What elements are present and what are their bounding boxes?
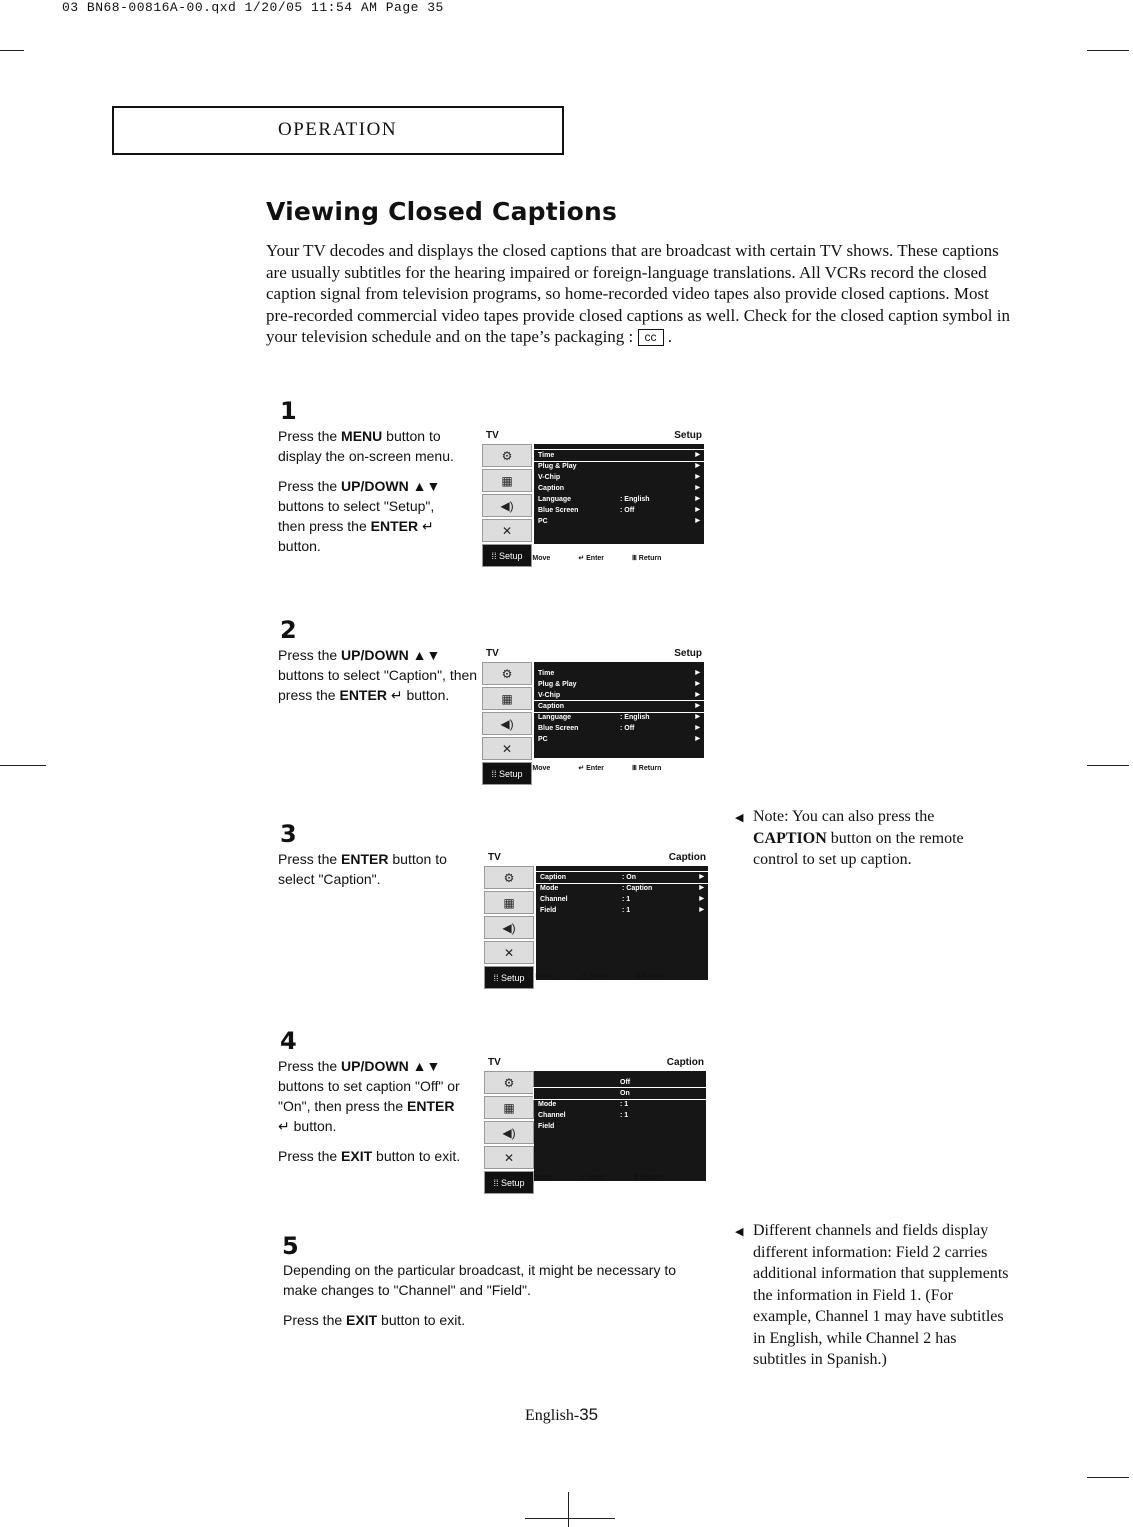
intro-paragraph: Your TV decodes and displays the closed captions that are broadcast with certain TV shows. These captions are usually subtitles for the hearing impaired or foreign-language translations. All VCRs record the closed caption signal from television programs, so home-recorded video tapes also provide closed captions. Most pre-recorded commercial video tapes provide closed captions as well. Check for the closed caption symbol in your television schedule and on the tape’s packaging : cc . xyxy=(266,241,1010,347)
chevron-right-icon: ▶ xyxy=(695,507,700,513)
step-instructions xyxy=(278,1056,463,1176)
osd-item-name: V-Chip xyxy=(538,692,561,699)
osd-menu-header xyxy=(482,648,704,662)
osd-menu-screenshot xyxy=(484,1057,706,1188)
sound-icon: ◀) xyxy=(484,916,534,939)
osd-item-name: Language xyxy=(538,714,572,721)
instruction-line: Press the EXIT button to exit. xyxy=(278,1148,461,1164)
picture-icon: ⚙ xyxy=(482,662,532,685)
osd-menu-item xyxy=(534,1121,706,1132)
osd-menu-item xyxy=(534,734,704,745)
instruction-line: Press the UP/DOWN ▲▼ buttons to select "Caption", then press the ENTER ↵ button. xyxy=(278,647,478,703)
osd-menu-item xyxy=(534,450,704,461)
osd-tv-label: TV xyxy=(488,1057,501,1068)
osd-item-name: Plug & Play xyxy=(538,463,577,470)
osd-menu-item xyxy=(534,461,704,472)
chevron-right-icon: ▶ xyxy=(699,896,704,902)
crop-mark xyxy=(525,1518,615,1519)
print-slug: 03 BN68-00816A-00.qxd 1/20/05 11:54 AM Page 35 xyxy=(62,0,444,15)
page-title: Viewing Closed Captions xyxy=(266,197,618,226)
osd-menu-item xyxy=(534,712,704,723)
chevron-right-icon: ▶ xyxy=(695,692,700,698)
osd-footer-hint: Ⅲ Return xyxy=(632,555,662,562)
osd-footer-hint: ↵ Enter xyxy=(578,555,605,562)
osd-menu-item xyxy=(536,872,708,883)
instruction-line: Press the UP/DOWN ▲▼ buttons to set caption "Off" or "On", then press the ENTER ↵ button. xyxy=(278,1058,460,1134)
osd-menu-item xyxy=(534,668,704,679)
osd-footer-hint: Ⅲ Return xyxy=(632,765,662,772)
step-number: 4 xyxy=(280,1027,297,1055)
osd-item-name: Caption xyxy=(538,703,565,710)
osd-footer-hint: ↵ Enter xyxy=(581,973,608,980)
osd-footer-hint: ↵ Enter xyxy=(580,1174,607,1181)
osd-item-name: Blue Screen xyxy=(538,725,579,732)
osd-menu-header xyxy=(484,852,708,866)
crop-mark xyxy=(1087,1477,1129,1478)
osd-menu-footer xyxy=(482,554,704,562)
note-pointer-icon: ◀ xyxy=(735,1226,744,1238)
osd-menu-item xyxy=(536,905,708,916)
crop-mark xyxy=(1087,765,1129,766)
step-number: 1 xyxy=(280,397,297,425)
tools-icon: ✕ xyxy=(484,1146,534,1169)
osd-menu-title: Caption xyxy=(666,1057,704,1068)
intro-text: Your TV decodes and displays the closed captions that are broadcast with certain TV shows. These captions are usually subtitles for the hearing impaired or foreign-language translations. All VCRs record the closed caption signal from television programs, so home-recorded video tapes also provide closed captions. Most pre-recorded commercial video tapes provide closed captions as well. Check for the closed caption symbol in your television schedule and on the tape’s packaging : xyxy=(266,241,1010,347)
channel-icon: ▦ xyxy=(484,891,534,914)
osd-item-value: : Off xyxy=(620,725,635,732)
sound-icon: ◀) xyxy=(484,1121,534,1144)
osd-footer-hint: ↵ Enter xyxy=(578,765,605,772)
osd-menu-footer xyxy=(484,972,708,980)
chevron-right-icon: ▶ xyxy=(695,485,700,491)
chevron-right-icon: ▶ xyxy=(695,518,700,524)
osd-item-value: Off xyxy=(620,1079,631,1086)
osd-item-name: Language xyxy=(538,496,572,503)
side-note: ◀ Note: You can also press the CAPTION button on the remote control to set up caption. xyxy=(735,808,964,868)
osd-menu-header xyxy=(484,1057,706,1071)
osd-menu-item xyxy=(534,690,704,701)
channel-icon: ▦ xyxy=(484,1096,534,1119)
tools-icon: ✕ xyxy=(482,519,532,542)
osd-menu-item xyxy=(534,1110,706,1121)
osd-item-name: Channel xyxy=(540,896,568,903)
osd-item-name: Field xyxy=(538,1123,555,1130)
osd-item-name: V-Chip xyxy=(538,474,561,481)
crop-mark xyxy=(0,50,24,51)
osd-menu-title: Setup xyxy=(674,430,702,441)
osd-menu-item xyxy=(534,679,704,690)
chevron-right-icon: ▶ xyxy=(699,907,704,913)
osd-tv-label: TV xyxy=(486,430,499,441)
osd-tv-label: TV xyxy=(486,648,499,659)
osd-item-value: : English xyxy=(620,496,650,503)
osd-item-value: : 1 xyxy=(620,1101,629,1108)
page-footer xyxy=(525,1405,598,1425)
chevron-right-icon: ▶ xyxy=(695,681,700,687)
osd-menu-title: Caption xyxy=(668,852,706,863)
osd-menu-panel xyxy=(534,1071,706,1181)
osd-item-name: PC xyxy=(538,518,548,525)
step-instructions xyxy=(278,426,463,566)
osd-icon-column xyxy=(482,444,532,569)
osd-item-name: Blue Screen xyxy=(538,507,579,514)
chevron-right-icon: ▶ xyxy=(699,874,704,880)
osd-item-value: : English xyxy=(620,714,650,721)
chevron-right-icon: ▶ xyxy=(695,736,700,742)
osd-footer-hint: Ⅲ Return xyxy=(635,973,665,980)
step-instructions xyxy=(283,1260,683,1340)
osd-item-name: Plug & Play xyxy=(538,681,577,688)
osd-menu-item xyxy=(534,505,704,516)
chevron-right-icon: ▶ xyxy=(695,703,700,709)
osd-footer-hint: ⇕ Move xyxy=(526,1174,553,1181)
osd-menu-panel xyxy=(534,662,704,758)
setup-icon: ⁞⁞ Setup xyxy=(484,1171,534,1194)
osd-menu-item xyxy=(534,494,704,505)
osd-item-value: : On xyxy=(622,874,636,881)
picture-icon: ⚙ xyxy=(484,866,534,889)
osd-menu-screenshot xyxy=(482,648,704,779)
chevron-right-icon: ▶ xyxy=(695,496,700,502)
osd-item-name: Time xyxy=(538,670,555,677)
step-instructions xyxy=(278,849,478,899)
osd-footer-hint: ⇕ Move xyxy=(524,765,551,772)
crop-mark xyxy=(1087,50,1129,51)
osd-menu-item xyxy=(534,1088,706,1099)
osd-menu-footer xyxy=(482,764,704,772)
osd-menu-item xyxy=(534,516,704,527)
crop-mark xyxy=(568,1492,569,1527)
osd-menu-item xyxy=(534,701,704,712)
osd-menu-item xyxy=(536,894,708,905)
osd-item-value: On xyxy=(620,1090,630,1097)
setup-icon: ⁞⁞ Setup xyxy=(482,762,532,785)
sound-icon: ◀) xyxy=(482,712,532,735)
osd-menu-screenshot xyxy=(484,852,708,984)
chevron-right-icon: ▶ xyxy=(695,725,700,731)
tools-icon: ✕ xyxy=(482,737,532,760)
osd-item-name: Field xyxy=(540,907,557,914)
osd-footer-hint: Ⅲ Return xyxy=(634,1174,664,1181)
osd-menu-item xyxy=(534,472,704,483)
osd-item-value: : 1 xyxy=(622,907,631,914)
osd-menu-item xyxy=(536,883,708,894)
picture-icon: ⚙ xyxy=(484,1071,534,1094)
step-number: 2 xyxy=(280,616,297,644)
setup-icon: ⁞⁞ Setup xyxy=(484,966,534,989)
closed-caption-symbol: cc xyxy=(638,329,664,346)
picture-icon: ⚙ xyxy=(482,444,532,467)
step-number: 3 xyxy=(280,820,297,848)
osd-menu-title: Setup xyxy=(674,648,702,659)
osd-menu-item xyxy=(534,483,704,494)
instruction-line: Press the UP/DOWN ▲▼ buttons to select "Setup", then press the ENTER ↵ button. xyxy=(278,478,441,554)
tools-icon: ✕ xyxy=(484,941,534,964)
osd-menu-panel xyxy=(536,866,708,980)
chevron-right-icon: ▶ xyxy=(699,885,704,891)
osd-item-value: : Off xyxy=(620,507,635,514)
osd-menu-panel xyxy=(534,444,704,544)
osd-menu-header xyxy=(482,430,704,444)
setup-icon: ⁞⁞ Setup xyxy=(482,544,532,567)
osd-item-name: PC xyxy=(538,736,548,743)
osd-item-name: Channel xyxy=(538,1112,566,1119)
osd-item-value: : Caption xyxy=(622,885,653,892)
osd-menu-item xyxy=(534,1099,706,1110)
osd-item-name: Caption xyxy=(538,485,565,492)
step-instructions xyxy=(278,645,488,715)
chevron-right-icon: ▶ xyxy=(695,714,700,720)
footer-language: English- xyxy=(525,1407,580,1424)
step-number: 5 xyxy=(282,1232,299,1260)
osd-menu-screenshot xyxy=(482,430,704,566)
channel-icon: ▦ xyxy=(482,469,532,492)
osd-tv-label: TV xyxy=(488,852,501,863)
page-number: 35 xyxy=(579,1405,599,1424)
osd-item-value: : 1 xyxy=(622,896,631,903)
osd-footer-hint: ⇕ Move xyxy=(527,973,554,980)
sound-icon: ◀) xyxy=(482,494,532,517)
channel-icon: ▦ xyxy=(482,687,532,710)
chevron-right-icon: ▶ xyxy=(695,463,700,469)
section-label: OPERATION xyxy=(278,119,398,140)
instruction-line: Depending on the particular broadcast, it might be necessary to make changes to "Channel" and "Field". xyxy=(283,1262,677,1298)
osd-footer-hint: ⇕ Move xyxy=(524,555,551,562)
osd-item-name: Caption xyxy=(540,874,567,881)
osd-menu-item xyxy=(534,723,704,734)
osd-menu-item xyxy=(534,1077,706,1088)
chevron-right-icon: ▶ xyxy=(695,474,700,480)
crop-mark xyxy=(0,765,46,766)
osd-menu-footer xyxy=(484,1173,706,1181)
instruction-line: Press the ENTER button to select "Caption". xyxy=(278,851,447,887)
note-pointer-icon: ◀ xyxy=(735,812,744,824)
instruction-line: Press the MENU button to display the on-screen menu. xyxy=(278,428,454,464)
chevron-right-icon: ▶ xyxy=(695,670,700,676)
osd-item-name: Time xyxy=(538,452,555,459)
side-note: ◀ Different channels and fields display different information: Field 2 carries additional information that supplements the information in Field 1. (For example, Channel 1 may have subtitles in English, while Channel 2 has subtitles in Spanish.) xyxy=(735,1222,1009,1368)
osd-item-name: Mode xyxy=(540,885,559,892)
osd-item-value: : 1 xyxy=(620,1112,629,1119)
instruction-line: Press the EXIT button to exit. xyxy=(283,1312,466,1328)
osd-item-name: Mode xyxy=(538,1101,557,1108)
chevron-right-icon: ▶ xyxy=(695,452,700,458)
